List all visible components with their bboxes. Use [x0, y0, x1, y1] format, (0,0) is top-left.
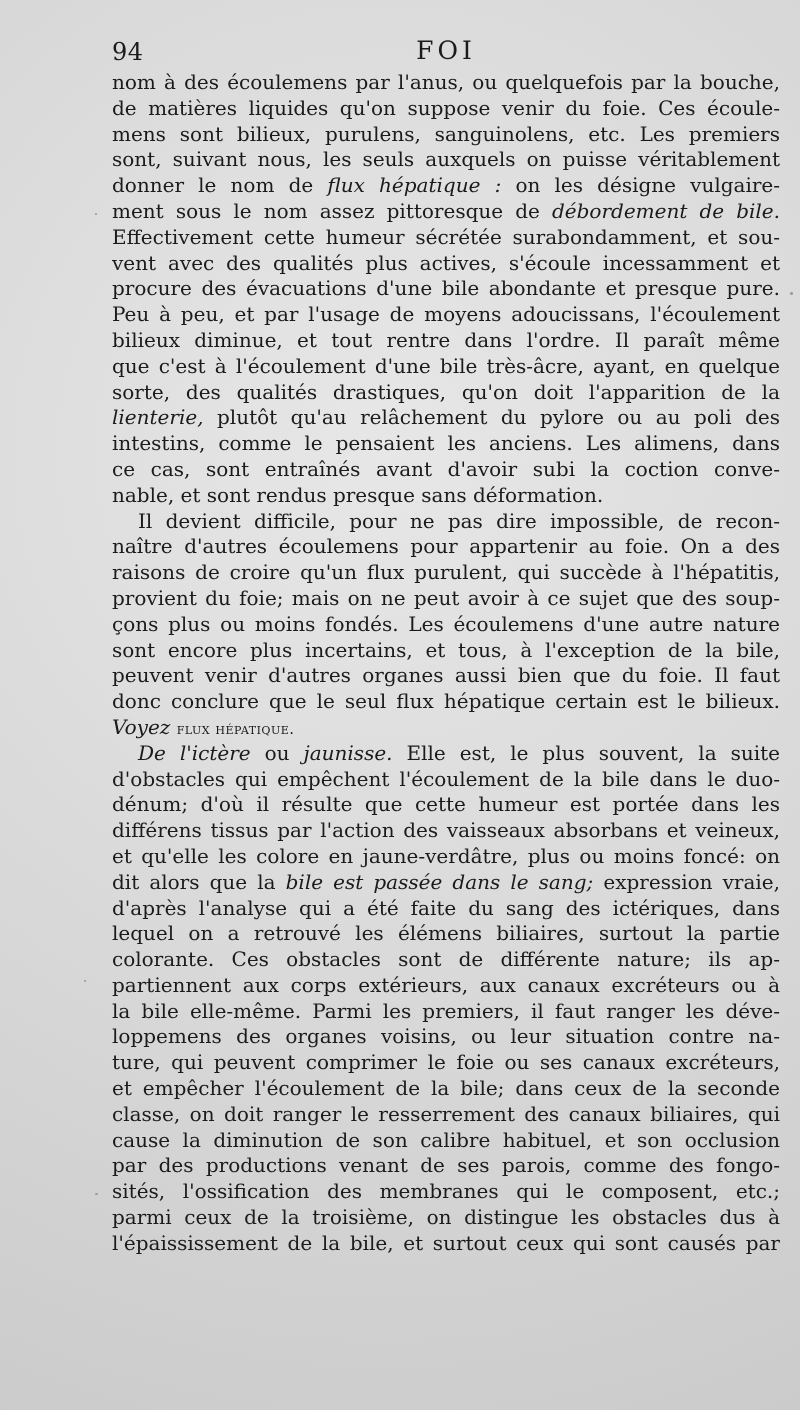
text-line: sont, suivant nous, les seuls auxquels on puisse véritablement [112, 147, 780, 172]
italic-term: débordement de bile. [551, 198, 780, 223]
section-heading: De l'ictère [138, 740, 251, 765]
paper-speck [790, 292, 793, 295]
text-line: donc conclure que le seul flux hépatique certain est le bilieux. [112, 689, 780, 714]
text-line: peuvent venir d'autres organes aussi bien que du foie. Il faut [112, 663, 780, 688]
italic-term: lienterie, [112, 405, 204, 430]
text-line: nom à des écoulemens par l'anus, ou quelquefois par la bouche, [112, 70, 780, 94]
text-line: parmi ceux de la troisième, on distingue les obstacles dus à [112, 1205, 780, 1230]
text-line: procure des évacuations d'une bile abondante et presque pure. [112, 276, 780, 301]
paper-speck [84, 980, 86, 982]
text-line: provient du foie; mais on ne peut avoir à ce sujet que des soup- [112, 585, 780, 610]
text-line: que c'est à l'écoulement d'une bile très-âcre, ayant, en quelque [112, 353, 780, 378]
text-line: partiennent aux corps extérieurs, aux canaux excréteurs ou à [112, 972, 780, 997]
text-line: la bile elle-même. Parmi les premiers, il faut ranger les déve- [112, 998, 780, 1023]
section-heading: jaunisse. [303, 740, 393, 765]
text-line: sités, l'ossification des membranes qui le composent, etc.; [112, 1179, 780, 1204]
text-run: dit alors que la [112, 869, 276, 894]
text-line: classe, on doit ranger le resserrement des canaux biliaires, qui [112, 1101, 780, 1126]
text-line: çons plus ou moins fondés. Les écoulemens d'une autre nature [112, 611, 780, 636]
text-run: on les désigne vulgaire- [515, 173, 780, 198]
text-line: raisons de croire qu'un flux purulent, qui succède à l'hépatitis, [112, 560, 780, 585]
text-line: et empêcher l'écoulement de la bile; dans ceux de la seconde [112, 1076, 780, 1101]
text-run: ou [264, 740, 290, 765]
text-line: mens sont bilieux, purulens, sanguinolens, etc. Les premiers [112, 121, 780, 146]
text-line [112, 715, 780, 741]
text-line: l'épaississement de la bile, et surtout ceux qui sont causés par [112, 1230, 780, 1255]
text-run: plutôt qu'au relâchement du pylore ou au poli des [217, 405, 780, 430]
italic-term: bile est passée dans le sang; [285, 869, 594, 894]
text-line: cause la diminution de son calibre habituel, et son occlusion [112, 1127, 780, 1152]
text-line [112, 199, 780, 225]
italic-term: Voyez [112, 714, 171, 739]
text-line: de matières liquides qu'on suppose venir du foie. Ces écoule- [112, 95, 780, 120]
cross-reference: flux hépatique. [176, 719, 295, 738]
text-line [112, 173, 780, 199]
text-run: donner le nom de [112, 173, 314, 198]
text-line: d'après l'analyse qui a été faite du sang des ictériques, dans [112, 895, 780, 920]
text-line: d'obstacles qui empêchent l'écoulement de la bile dans le duo- [112, 766, 780, 791]
text-line: colorante. Ces obstacles sont de différente nature; ils ap- [112, 947, 780, 972]
text-line: sont encore plus incertains, et tous, à l'exception de la bile, [112, 637, 780, 662]
text-line: vent avec des qualités plus actives, s'écoule incessamment et [112, 250, 780, 275]
text-line: intestins, comme le pensaient les anciens. Les alimens, dans [112, 431, 780, 456]
text-line: ce cas, sont entraînés avant d'avoir subi la coction conve- [112, 456, 780, 481]
text-line: ture, qui peuvent comprimer le foie ou ses canaux excréteurs, [112, 1050, 780, 1075]
text-run: Elle est, le plus souvent, la suite [406, 740, 780, 765]
text-line: différens tissus par l'action des vaisseaux absorbans et veineux, [112, 818, 780, 843]
text-line: Il devient difficile, pour ne pas dire impossible, de recon- [138, 508, 780, 533]
text-line: par des productions venant de ses parois, comme des fongo- [112, 1153, 780, 1178]
text-line: Peu à peu, et par l'usage de moyens adoucissans, l'écoulement [112, 302, 780, 327]
text-line: sorte, des qualités drastiques, qu'on doit l'apparition de la [112, 379, 780, 404]
text-run: expression vraie, [603, 869, 780, 894]
text-line: nable, et sont rendus presque sans déformation. [112, 482, 604, 507]
italic-term: flux hépatique : [327, 173, 502, 198]
paper-speck [95, 213, 97, 215]
text-line: naître d'autres écoulemens pour appartenir au foie. On a des [112, 534, 780, 559]
running-head [112, 36, 780, 70]
text-line: bilieux diminue, et tout rentre dans l'ordre. Il paraît même [112, 327, 780, 352]
text-line [112, 870, 780, 896]
paper-speck [95, 1193, 98, 1195]
body-text [112, 70, 780, 1257]
page-number: 94 [112, 38, 144, 66]
text-line: dénum; d'où il résulte que cette humeur est portée dans les [112, 792, 780, 817]
text-line [112, 741, 780, 767]
text-line: loppemens des organes voisins, ou leur situation contre na- [112, 1024, 780, 1049]
text-line: lequel on a retrouvé les élémens biliaires, surtout la partie [112, 921, 780, 946]
text-line [112, 405, 780, 431]
text-line: Effectivement cette humeur sécrétée surabondamment, et sou- [112, 224, 780, 249]
text-run: ment sous le nom assez pittoresque de [112, 198, 540, 223]
running-title: FOI [416, 36, 476, 65]
text-line: et qu'elle les colore en jaune-verdâtre, plus ou moins foncé: on [112, 843, 780, 868]
